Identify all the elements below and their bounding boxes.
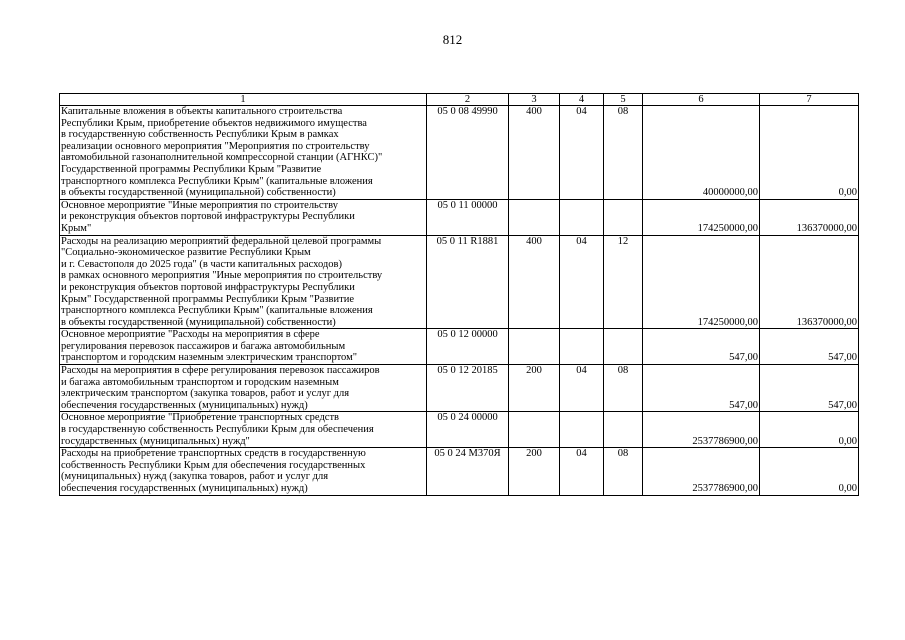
description-line: в государственную собственность Республики Крым в рамках (61, 129, 339, 141)
subsection: 12 (604, 235, 643, 329)
table-row (60, 412, 859, 448)
description-line: Основное мероприятие "Иные мероприятия по строительству (61, 199, 338, 211)
description-line: Крым" (61, 222, 92, 234)
table-row (60, 235, 859, 329)
header-cell-5: 5 (604, 94, 643, 106)
row-description (60, 329, 427, 365)
amount-year-2: 0,00 (760, 106, 859, 200)
description-line: и г. Севастополя до 2025 года" (в части капитальных расходов) (61, 258, 342, 270)
amount-year-2: 136370000,00 (760, 235, 859, 329)
amount-year-1: 547,00 (643, 329, 760, 365)
description-line: автомобильной газонаполнительной компрессорной станции (АГНКС)" (61, 152, 383, 164)
header-cell-6: 6 (643, 94, 760, 106)
expense-type: 400 (509, 235, 560, 329)
amount-year-2: 136370000,00 (760, 199, 859, 235)
description-line: Капитальные вложения в объекты капитального строительства (61, 106, 343, 117)
expense-type (509, 329, 560, 365)
description-line: реализации основного мероприятия "Мероприятия по строительству (61, 140, 370, 152)
description-line: и реконструкция объектов портовой инфраструктуры Республики (61, 211, 355, 223)
header-cell-3: 3 (509, 94, 560, 106)
description-line: в объекты государственной (муниципальной) собственности) (61, 316, 336, 328)
row-description (60, 106, 427, 200)
header-row (60, 94, 859, 106)
description-line: обеспечения государственных (муниципальных) нужд) (61, 483, 308, 494)
row-description (60, 199, 427, 235)
description-line: Государственной программы Республики Крым "Развитие (61, 163, 322, 175)
budget-table (59, 93, 859, 496)
description-line: Расходы на приобретение транспортных средств в государственную (61, 448, 366, 460)
table-row (60, 199, 859, 235)
description-line: электрическим транспортом (закупка товаров, работ и услуг для (61, 388, 350, 400)
description-line: "Социально-экономическое развитие Республики Крым (61, 247, 311, 259)
table-row (60, 448, 859, 495)
description-line: транспортного комплекса Республики Крым" (капитальные вложения (61, 305, 373, 317)
table-row (60, 365, 859, 412)
header-cell-2: 2 (427, 94, 509, 106)
description-line: Расходы на мероприятия в сфере регулирования перевозок пассажиров (61, 365, 380, 377)
section (560, 329, 604, 365)
description-line: Основное мероприятие "Приобретение транспортных средств (61, 412, 339, 424)
section: 04 (560, 235, 604, 329)
description-line: Крым" Государственной программы Республики Крым "Развитие (61, 293, 354, 305)
row-description (60, 235, 427, 329)
expense-type (509, 199, 560, 235)
amount-year-1: 174250000,00 (643, 199, 760, 235)
amount-year-1: 547,00 (643, 365, 760, 412)
section: 04 (560, 448, 604, 495)
subsection (604, 412, 643, 448)
subsection: 08 (604, 448, 643, 495)
table-row (60, 106, 859, 200)
budget-code: 05 0 08 49990 (427, 106, 509, 200)
description-line: регулирования перевозок пассажиров и багажа автомобильным (61, 340, 346, 352)
table-row (60, 329, 859, 365)
section (560, 412, 604, 448)
budget-code: 05 0 11 R1881 (427, 235, 509, 329)
expense-type: 200 (509, 365, 560, 412)
amount-year-2: 547,00 (760, 329, 859, 365)
description-line: Основное мероприятие "Расходы на мероприятия в сфере (61, 329, 320, 341)
amount-year-1: 2537786900,00 (643, 412, 760, 448)
budget-code: 05 0 12 00000 (427, 329, 509, 365)
amount-year-2: 0,00 (760, 412, 859, 448)
row-description (60, 365, 427, 412)
budget-code: 05 0 12 20185 (427, 365, 509, 412)
description-line: собственность Республики Крым для обеспечения государственных (61, 459, 366, 471)
amount-year-2: 547,00 (760, 365, 859, 412)
row-description (60, 448, 427, 495)
description-line: транспортом и городским наземным электрическим транспортом" (61, 352, 357, 364)
amount-year-1: 2537786900,00 (643, 448, 760, 495)
description-line: и багажа автомобильным транспортом и городским наземным (61, 376, 339, 388)
budget-code: 05 0 24 М370Я (427, 448, 509, 495)
section: 04 (560, 365, 604, 412)
row-description (60, 412, 427, 448)
description-line: в государственную собственность Республики Крым для обеспечения (61, 424, 374, 436)
amount-year-1: 174250000,00 (643, 235, 760, 329)
description-line: и реконструкция объектов портовой инфраструктуры Республики (61, 281, 355, 293)
description-line: в рамках основного мероприятия "Иные мероприятия по строительству (61, 270, 383, 282)
description-line: обеспечения государственных (муниципальных) нужд) (61, 399, 308, 411)
header-cell-1: 1 (60, 94, 427, 106)
description-line: в объекты государственной (муниципальной) собственности) (61, 187, 336, 199)
expense-type: 200 (509, 448, 560, 495)
subsection: 08 (604, 106, 643, 200)
description-line: транспортного комплекса Республики Крым" (капитальные вложения (61, 175, 373, 187)
subsection: 08 (604, 365, 643, 412)
description-line: (муниципальных) нужд (закупка товаров, работ и услуг для (61, 471, 329, 483)
amount-year-2: 0,00 (760, 448, 859, 495)
section (560, 199, 604, 235)
subsection (604, 329, 643, 365)
budget-code: 05 0 24 00000 (427, 412, 509, 448)
header-cell-4: 4 (560, 94, 604, 106)
description-line: Расходы на реализацию мероприятий федеральной целевой программы (61, 235, 382, 247)
header-cell-7: 7 (760, 94, 859, 106)
expense-type (509, 412, 560, 448)
page-number: 812 (442, 32, 463, 47)
expense-type: 400 (509, 106, 560, 200)
description-line: государственных (муниципальных) нужд" (61, 435, 250, 447)
budget-code: 05 0 11 00000 (427, 199, 509, 235)
section: 04 (560, 106, 604, 200)
subsection (604, 199, 643, 235)
description-line: Республики Крым, приобретение объектов недвижимого имущества (61, 117, 367, 129)
amount-year-1: 40000000,00 (643, 106, 760, 200)
